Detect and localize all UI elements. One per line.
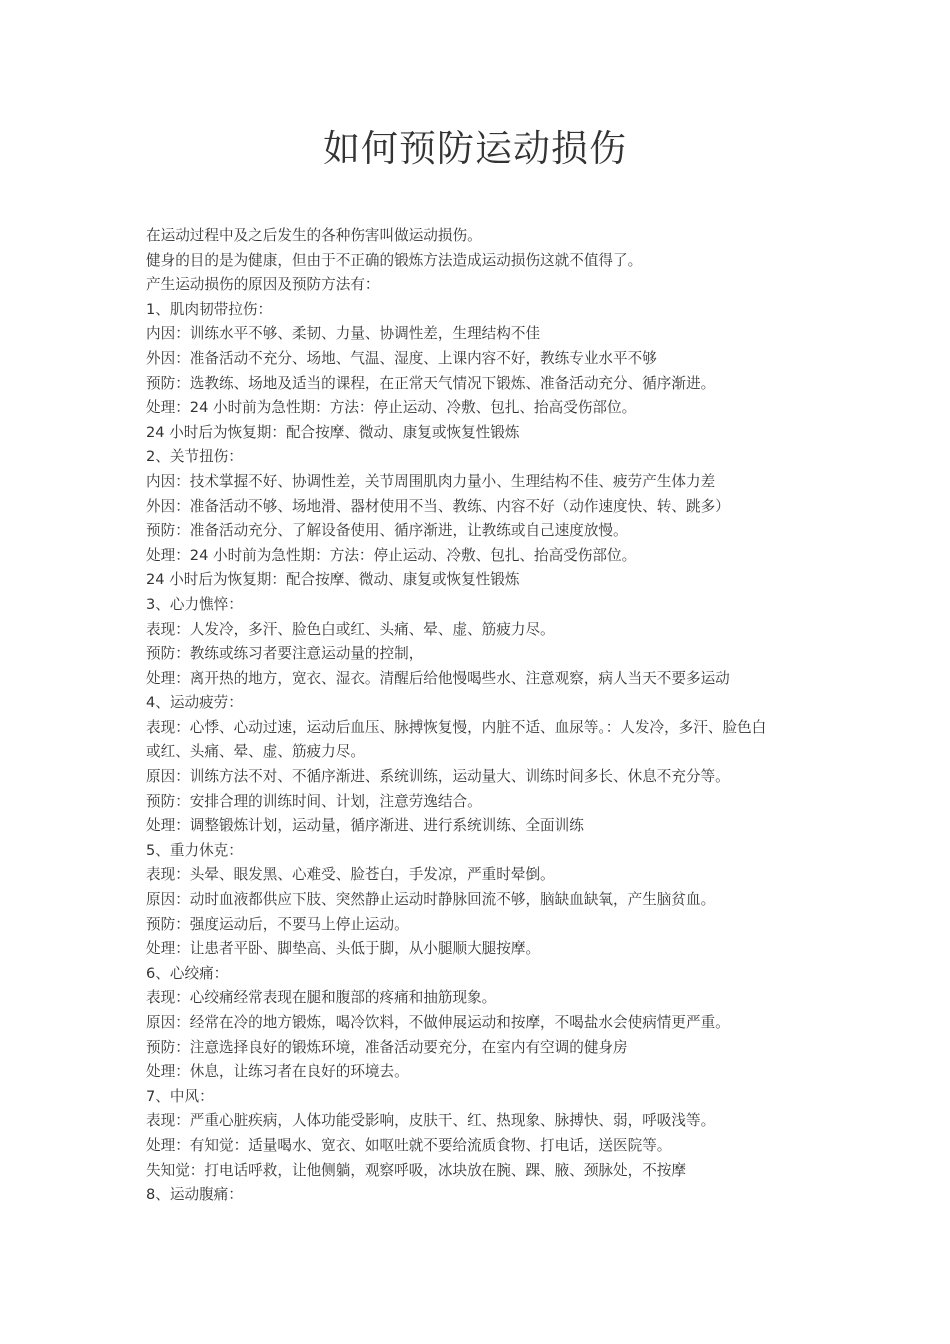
text-line: 预防：安排合理的训练时间、计划，注意劳逸结合。 xyxy=(146,792,482,810)
text-line: 表现：心悸、心动过速，运动后血压、脉搏恢复慢，内脏不适、血尿等。：人发冷，多汗、脸色白 xyxy=(146,718,767,736)
text-line: 处理：24 小时前为急性期：方法：停止运动、冷敷、包扎、抬高受伤部位。 xyxy=(146,399,637,417)
text-line: 表现：心绞痛经常表现在腿和腹部的疼痛和抽筋现象。 xyxy=(146,989,497,1007)
text-line: 内因：训练水平不够、柔韧、力量、协调性差，生理结构不佳 xyxy=(146,325,541,343)
text-line: 处理：休息，让练习者在良好的环境去。 xyxy=(146,1063,409,1081)
text-line: 24 小时后为恢复期：配合按摩、微动、康复或恢复性锻炼 xyxy=(146,571,520,589)
section-heading: 3、心力憔悴： xyxy=(146,595,243,613)
text-line: 原因：动时血液都供应下肢、突然静止运动时静脉回流不够，脑缺血缺氧，产生脑贫血。 xyxy=(146,891,716,909)
document-body xyxy=(146,224,816,1208)
text-line: 处理：24 小时前为急性期：方法：停止运动、冷敷、包扎、抬高受伤部位。 xyxy=(146,546,637,564)
text-line: 原因：经常在冷的地方锻炼，喝冷饮料，不做伸展运动和按摩，不喝盐水会使病情更严重。 xyxy=(146,1014,730,1031)
text-line: 产生运动损伤的原因及预防方法有： xyxy=(146,276,380,294)
text-line: 24 小时后为恢复期：配合按摩、微动、康复或恢复性锻炼 xyxy=(146,423,520,441)
text-line: 预防：教练或练习者要注意运动量的控制， xyxy=(146,645,424,663)
text-line: 预防：选教练、场地及适当的课程，在正常天气情况下锻炼、准备活动充分、循序渐进。 xyxy=(146,374,716,392)
document-title: 如何预防运动损伤 xyxy=(323,127,627,170)
section-heading: 1、肌肉韧带拉伤： xyxy=(146,300,273,318)
section-heading: 5、重力休克： xyxy=(146,841,243,859)
text-line: 在运动过程中及之后发生的各种伤害叫做运动损伤。 xyxy=(146,227,482,244)
text-line: 处理：有知觉：适量喝水、宽衣、如呕吐就不要给流质食物、打电话，送医院等。 xyxy=(146,1136,672,1154)
text-line: 失知觉：打电话呼救，让他侧躺，观察呼吸，冰块放在腕、踝、腋、颈脉处，不按摩 xyxy=(146,1161,686,1179)
text-line: 原因：训练方法不对、不循序渐进、系统训练，运动量大、训练时间多长、休息不充分等。 xyxy=(146,768,730,786)
text-line: 预防：强度运动后，不要马上停止运动。 xyxy=(146,915,409,933)
text-line: 处理：让患者平卧、脚垫高、头低于脚，从小腿顺大腿按摩。 xyxy=(146,940,541,958)
text-line: 或红、头痛、晕、虚、筋疲力尽。 xyxy=(146,743,365,761)
section-heading: 2、关节扭伤： xyxy=(146,448,243,466)
text-line: 外因：准备活动不充分、场地、气温、湿度、上课内容不好，教练专业水平不够 xyxy=(146,349,657,367)
section-heading: 4、运动疲劳： xyxy=(146,694,243,712)
text-line: 预防：准备活动充分、了解设备使用、循序渐进，让教练或自己速度放慢。 xyxy=(146,522,628,540)
text-line: 处理：调整锻炼计划，运动量，循序渐进、进行系统训练、全面训练 xyxy=(146,817,584,835)
section-heading: 8、运动腹痛： xyxy=(146,1186,243,1204)
text-line: 外因：准备活动不够、场地滑、器材使用不当、教练、内容不好（动作速度快、转、跳多） xyxy=(146,497,730,515)
text-line: 预防：注意选择良好的锻炼环境，准备活动要充分，在室内有空调的健身房 xyxy=(146,1038,628,1056)
section-heading: 6、心绞痛： xyxy=(146,964,229,982)
text-line: 表现：严重心脏疾病，人体功能受影响，皮肤干、红、热现象、脉搏快、弱，呼吸浅等。 xyxy=(146,1112,716,1130)
section-heading: 7、中风： xyxy=(146,1087,214,1105)
text-line: 表现：头晕、眼发黑、心难受、脸苍白，手发凉，严重时晕倒。 xyxy=(146,866,555,884)
text-line: 内因：技术掌握不好、协调性差，关节周围肌肉力量小、生理结构不佳、疲劳产生体力差 xyxy=(146,472,716,490)
text-line: 处理：离开热的地方，宽衣、湿衣。清醒后给他慢喝些水、注意观察，病人当天不要多运动 xyxy=(146,669,730,687)
text-line: 表现：人发冷，多汗、脸色白或红、头痛、晕、虚、筋疲力尽。 xyxy=(146,620,555,638)
text-line: 健身的目的是为健康，但由于不正确的锻炼方法造成运动损伤这就不值得了。 xyxy=(146,251,643,269)
